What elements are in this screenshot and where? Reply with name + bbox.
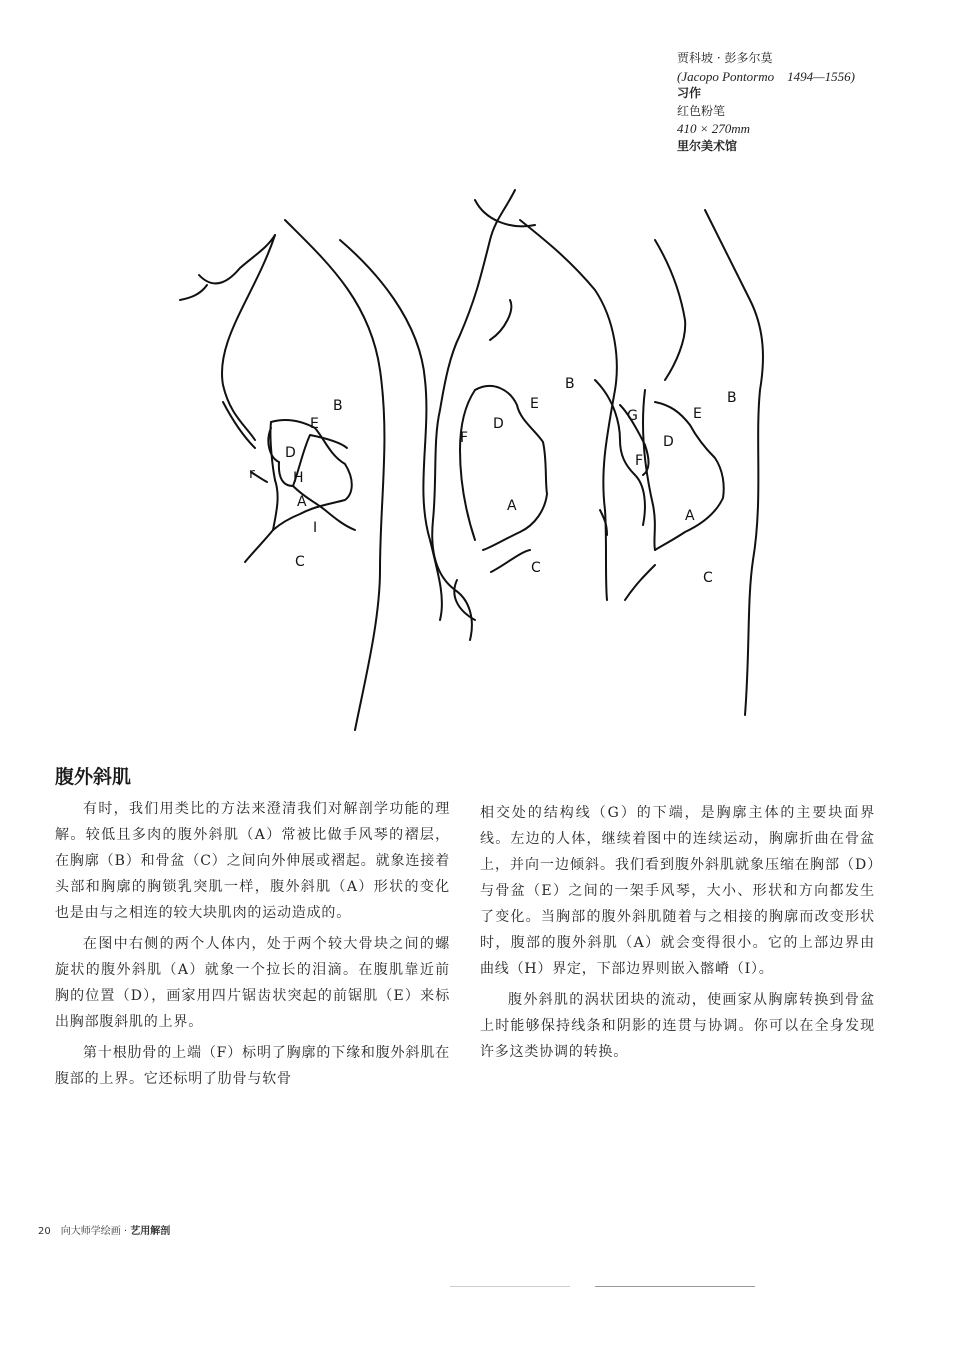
drawing-label: B — [565, 376, 575, 392]
spine-line — [432, 190, 515, 640]
drawing-label: A — [685, 508, 695, 524]
series-name: 向大师学绘画 · — [60, 1226, 131, 1237]
book-title: 艺用解剖 — [130, 1226, 171, 1237]
drawing-label: A — [507, 498, 517, 514]
drawing-label: D — [663, 434, 674, 450]
drawing-label: A — [297, 494, 307, 510]
drawing-label: G — [627, 408, 638, 424]
drawing-label: E — [693, 406, 702, 422]
artwork-medium: 红色粉笔 — [677, 103, 726, 118]
drawing-label: E — [530, 396, 539, 412]
figure-right — [520, 210, 763, 715]
drawing-label: I — [313, 520, 318, 536]
drawing-label: E — [310, 416, 319, 432]
drawing-label: C — [295, 554, 305, 570]
figure-left — [180, 235, 355, 570]
anatomy-line-drawing — [175, 180, 795, 750]
artist-name-latin: (Jacopo Pontormo 1494—1556) — [677, 68, 856, 84]
paragraph: 在图中右侧的两个人体内，处于两个较大骨块之间的螺旋状的腹外斜肌（A）就象一个拉长的泪滴。在腹肌靠近前胸的位置（D），画家用四片锯齿状突起的前锯肌（E）来标出胸部腹斜肌的上界。 — [55, 936, 450, 1030]
text-column-left — [55, 796, 450, 1097]
muscle-outline — [271, 420, 352, 530]
drawing-label: F — [635, 453, 644, 469]
chest-outline — [655, 402, 724, 550]
page-footer — [38, 1222, 170, 1237]
drawing-label: H — [293, 470, 304, 486]
artwork-size: 410 × 270mm — [677, 121, 751, 136]
outer-contour — [705, 210, 763, 715]
paragraph: 第十根肋骨的上端（F）标明了胸廓的下缘和腹外斜肌在腹部的上界。它还标明了肋骨与软骨 — [55, 1045, 450, 1087]
text-column-right — [480, 800, 875, 1070]
shoulder-line — [199, 235, 275, 283]
scan-artifact-line — [450, 1286, 570, 1287]
drawing-label: B — [727, 390, 737, 406]
page-number: 20 — [38, 1226, 51, 1237]
figure-center — [285, 190, 575, 730]
paragraph: 有时，我们用类比的方法来澄清我们对解剖学功能的理解。较低且多肉的腹外斜肌（A）常被比做手风琴的褶层，在胸廓（B）和骨盆（C）之间向外伸展或褶起。就象连接着头部和胸廓的胸锁乳突肌一样，腹外斜肌（A）形状的变化也是由与之相连的较大块肌肉的运动造成的。 — [55, 801, 450, 921]
paragraph: 腹外斜肌的涡状团块的流动，使画家从胸廓转换到骨盆上时能够保持线条和阴影的连贯与协调。你可以在全身发现许多这类协调的转换。 — [480, 992, 875, 1060]
artwork-title: 习作 — [677, 86, 702, 100]
back-contour — [222, 235, 275, 440]
artwork-caption — [677, 50, 917, 155]
drawing-label: D — [493, 416, 504, 432]
paragraph: 相交处的结构线（G）的下端，是胸廓主体的主要块面界线。左边的人体，继续着图中的连续运动，胸廓折曲在骨盆上，并向一边倾斜。我们看到腹外斜肌就象压缩在胸部（D）与骨盆（E）之间的一架手风琴，大小、形状和方向都发生了变化。当胸部的腹外斜肌随着与之相接的胸廓而改变形状时，腹部的腹外斜肌（A）就会变得很小。它的上部边界由曲线（H）界定，下部边界则嵌入髂嵴（I）。 — [480, 805, 875, 977]
drawing-label: C — [703, 570, 713, 586]
drawing-label: C — [531, 560, 541, 576]
artwork-collection: 里尔美术馆 — [677, 138, 738, 153]
drawing-label: B — [333, 398, 343, 414]
drawing-label: F — [460, 430, 469, 446]
drawing-label: D — [285, 445, 296, 461]
artist-name-chinese: 贾科坡 · 彭多尔莫 — [677, 51, 773, 65]
section-heading: 腹外斜肌 — [55, 766, 132, 788]
torso-sketch-svg — [175, 180, 795, 750]
scan-artifact-line — [595, 1286, 755, 1287]
drawing-label: r — [249, 466, 255, 482]
rib-region — [268, 428, 355, 530]
